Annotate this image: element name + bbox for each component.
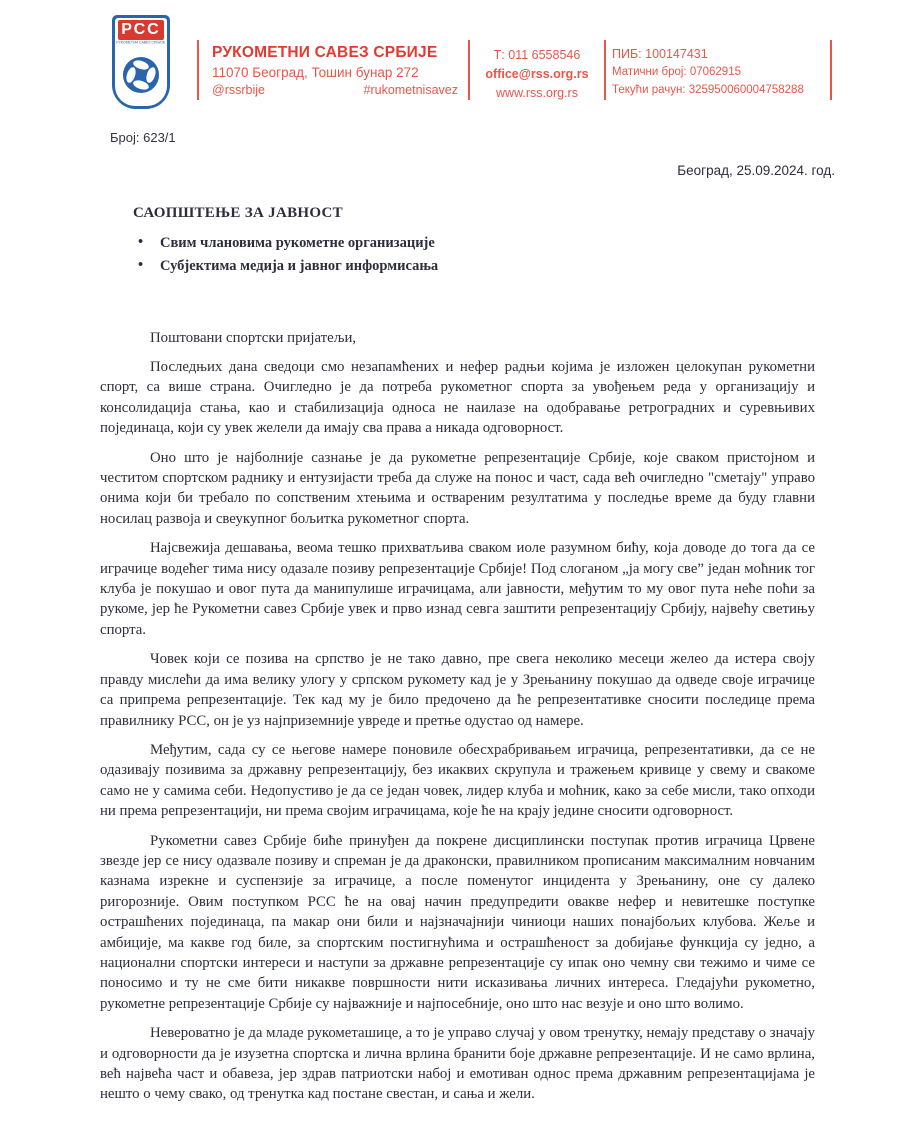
registry-number: Матични број: 07062915 xyxy=(612,66,741,79)
social-handle: @rssrbije xyxy=(212,83,265,97)
organization-name: РУКОМЕТНИ САВЕЗ СРБИЈЕ xyxy=(212,44,438,61)
phone-number: Т: 011 6558546 xyxy=(493,48,581,62)
addressee-list xyxy=(138,235,815,275)
header-divider xyxy=(830,40,832,100)
website-url: www.rss.org.rs xyxy=(496,85,578,100)
addressee-item: • Свим члановима рукометне организације xyxy=(138,235,815,252)
social-hashtag: #rukometnisavez xyxy=(363,83,458,97)
rss-logo xyxy=(112,15,170,109)
tax-id: ПИБ: 100147431 xyxy=(612,47,708,61)
dateline: Београд, 25.09.2024. год. xyxy=(677,163,835,178)
header-divider xyxy=(197,40,199,100)
contact-block xyxy=(476,46,598,102)
organization-address: 11070 Београд, Тошин бунар 272 xyxy=(212,65,419,80)
paragraph: Оно што је најболније сазнање је да рукометне репрезентације Србије, које сваком пристојном и честитом спортском раднику и ентузијасти треба да служе на понос и част, сада већ очигледно "сметају" управо онима који би требало по сопственим хтењима и оствареним резултатима у последње време да буду главни носилац развоја и свеукупног бољитка рукометног спорта. xyxy=(100,449,815,527)
salutation: Поштовани спортски пријатељи, xyxy=(150,330,357,346)
header-divider xyxy=(604,40,606,100)
paragraph: Рукометни савез Србије биће принуђен да покрене дисциплински поступак против играчица Црвене звезде јер се нису одазвале позиву и спреман је да драконски, правилником прописаним максималним новчаним казнама изрекне и суспензије за играчице, а после поменутог инцидента у Зрењанину, оне су далеко ригорозније. Овим поступком РСС ће на овај начин предупредити овакве нефер и невитешке поступке острашћених појединаца, па макар они били и најзначајнији чиниоци наших понајбољих клубова. Жеље и амбиције, ма какве год биле, за спортским постигнућима и острашћеност за добијање функција су једно, а национални спортски интереси и наступи за државне репрезентације су ипак оно чемну сви тежимо и чиме се поносимо и ту не сме бити никакве површности нити исказивања личних интереса. Гледајући рукометно, рукометне репрезентације Србије су најважније и најпосебније, оно што нас везује и оно што волимо. xyxy=(100,832,815,1012)
addressee-item: • Субјектима медија и јавног информисања xyxy=(138,258,815,275)
rss-logo-shield xyxy=(115,18,167,106)
bank-account: Текући рачун: 325950060004758288 xyxy=(612,84,804,97)
email-address: office@rss.org.rs xyxy=(485,66,589,81)
document-title: САОПШТЕЊЕ ЗА ЈАВНОСТ xyxy=(133,205,343,221)
paragraph: Невероватно је да младе рукометашице, а то је управо случај у овом тренутку, немају представу о значају и одговорности да је изузетна спортска и лична врлина бранити боје државне репрезентације. И не само врлина, већ највећа част и обавеза, јер здрав патриотски набој и емотиван однос према државним репрезентацијама је нешто о чему свако, од тренутка кад постане свестан, и сања и жели. xyxy=(100,1025,815,1103)
logo-abbreviation: РСС xyxy=(118,20,164,40)
header-divider xyxy=(468,40,470,100)
paragraph: Последњих дана сведоци смо незапамћених и нефер радњи којима је изложен целокупан рукометни спорт, са више страна. Очигледно је да потреба рукометног спорта за увођењем реда у организацију и консолидација стања, као и стабилизација односа не наилазе на одобравање ретроградних и суревњивих појединаца, који су увек желели да имају сва права а никада одговорност. xyxy=(100,359,815,437)
handball-icon xyxy=(122,44,160,106)
organization-block xyxy=(212,44,458,97)
logo-band-text: РУКОМЕТНИ САВЕЗ СРБИЈЕ xyxy=(116,40,166,45)
document-body xyxy=(100,205,815,1114)
document-number: Број: 623/1 xyxy=(110,130,176,145)
letter-text xyxy=(100,330,815,1105)
paragraph: Човек који се позива на српство је не тако давно, пре свега неколико месеци желео да истера своју правду мислећи да има велику улогу у српском рукомету кад је у Зрењанину покушао да одведе своје играчице са припрема репрезентације. Тек кад му је било предочено да ће репрезентативке сносити последице према правилнику РСС, он је уз најприземније увреде и претње одустао од намере. xyxy=(100,651,815,729)
letterhead xyxy=(0,0,900,132)
paragraph: Најсвежија дешавања, веома тешко прихватљива сваком иоле разумном бићу, која доводе до тога да се играчице водећег тима нису одазале позиву репрезентације Србије! Под слоганом „ја могу све” један моћник тог клуба је покушао и овог пута да манипулише играчицама, али јавности, међутим то му овог пута неће поћи за рукоме, јер ће Рукометни савез Србије увек и прво изнад севга заштити репрезентацију Србију, највећу светињу спорта. xyxy=(100,540,815,638)
registry-block xyxy=(612,45,827,100)
paragraph: Међутим, сада су се његове намере поновиле обесхрабривањем играчица, репрезентативки, да се не одазивају позивима за државну репрезентацију, без икаквих скрупула и тражењем кривице у свему и свакоме само не у самима себи. Недопустиво је да се један човек, лидер клуба и моћник, како за себе мисли, тако опходи ни према репрезентацији, ни према својим играчицама, које ће на крају једине сносити одговорност. xyxy=(100,741,815,820)
